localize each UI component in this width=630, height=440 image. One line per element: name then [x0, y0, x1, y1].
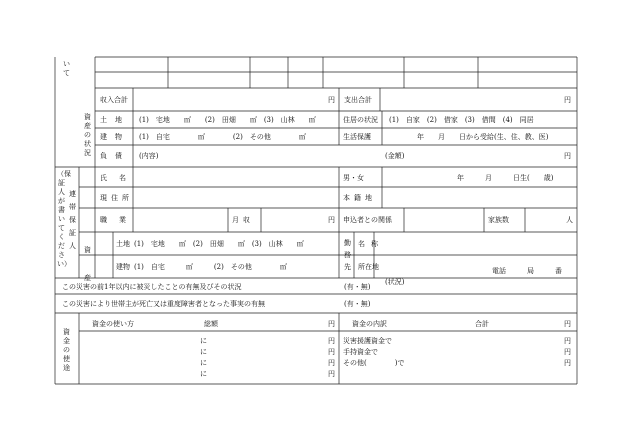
fund-row-2-unit: 円 — [328, 348, 335, 356]
fund-row-1-unit: 円 — [328, 337, 335, 345]
workplace-label: 勤務先 — [344, 239, 351, 271]
guarantor-birth: 年 月 日生( 歳) — [457, 174, 554, 182]
housing-options: (1) 自家 (2) 借家 (3) 借間 (4) 同居 — [389, 116, 534, 124]
disaster-q1: この災害の前1年以内に被災したことの有無及びその状況 — [62, 283, 242, 291]
guarantor-relation-label: 申込者との関係 — [343, 216, 392, 224]
guarantor-sex: 男・女 — [343, 174, 364, 182]
workplace-name-label: 名称 — [358, 240, 384, 248]
guarantor-family-label: 家族数 — [488, 216, 509, 224]
land-options: (1) 宅地 ㎡ (2) 田畑 ㎡ (3) 山林 ㎡ — [139, 116, 316, 124]
guarantor-family-unit: 人 — [566, 216, 573, 224]
fund-row-4-unit: 円 — [328, 370, 335, 378]
fund-item-1-unit: 円 — [564, 337, 571, 345]
land-label: 土地 — [100, 116, 130, 124]
debt-amount: (金額) — [385, 152, 405, 160]
top-section-label-fragment: いて — [63, 60, 70, 77]
guarantor-section-label: 連帯保証人 — [69, 190, 76, 250]
fund-row-3-unit: 円 — [328, 359, 335, 367]
fund-item-2: 手持資金で — [343, 348, 378, 356]
guarantor-land-label: 土地 — [116, 240, 130, 248]
disaster-q2: この災害により世帯主が死亡又は重度障害者となった事実の有無 — [62, 300, 265, 308]
debt-unit: 円 — [564, 152, 571, 160]
fund-use-section-label: 資金の使途 — [63, 328, 70, 372]
fund-item-3: その他( )で — [343, 359, 405, 367]
building-label: 建物 — [100, 133, 130, 141]
guarantor-asset-label: 資産 — [84, 246, 91, 282]
fund-total-unit: 円 — [328, 320, 335, 328]
fund-item-2-unit: 円 — [564, 348, 571, 356]
fund-sum-unit: 円 — [564, 320, 571, 328]
guarantor-domicile-label: 本籍地 — [343, 194, 376, 202]
asset-status-label: 資産の状況 — [84, 113, 91, 157]
debt-content: (内容) — [139, 152, 159, 160]
debt-label: 負債 — [100, 152, 130, 160]
fund-row-2-ni: に — [200, 348, 207, 356]
fund-sum-header: 合計 — [475, 320, 489, 328]
welfare-label: 生活保護 — [343, 133, 371, 141]
fund-row-3-ni: に — [200, 359, 207, 367]
guarantor-note-label: （保証人が書いてください） — [57, 170, 71, 268]
guarantor-land-options: (1) 宅地 ㎡ (2) 田畑 ㎡ (3) 山林 ㎡ — [134, 240, 304, 248]
workplace-address-label: 所在地 — [358, 263, 379, 271]
expense-total-label: 支出合計 — [344, 96, 372, 104]
disaster-a1: (有・無) — [344, 283, 371, 291]
income-total-label: 収入合計 — [100, 96, 128, 104]
disaster-a1-note: (状況) — [385, 278, 405, 286]
income-total-unit: 円 — [328, 96, 335, 104]
fund-item-1: 災害援護資金で — [343, 337, 392, 345]
welfare-value: 年 月 日から受給(生、住、教、医) — [417, 133, 549, 141]
housing-label: 住居の状況 — [343, 116, 378, 124]
workplace-phone: 電話 局 番 — [492, 267, 562, 275]
guarantor-address-label: 現住所 — [100, 194, 133, 202]
expense-total-unit: 円 — [564, 96, 571, 104]
fund-use-header: 資金の使い方 — [92, 320, 134, 328]
building-options: (1) 自宅 ㎡ (2) その他 ㎡ — [139, 133, 306, 141]
guarantor-building-options: (1) 自宅 ㎡ (2) その他 ㎡ — [134, 263, 287, 271]
disaster-a2: (有・無) — [344, 300, 371, 308]
fund-item-3-unit: 円 — [564, 359, 571, 367]
fund-row-4-ni: に — [200, 370, 207, 378]
fund-row-1-ni: に — [200, 337, 207, 345]
fund-total-header: 総額 — [204, 320, 218, 328]
fund-breakdown-header: 資金の内訳 — [352, 320, 387, 328]
guarantor-building-label: 建物 — [116, 263, 130, 271]
guarantor-income-unit: 円 — [328, 216, 335, 224]
guarantor-income-label: 月収 — [232, 216, 254, 224]
guarantor-name-label: 氏名 — [100, 174, 138, 182]
guarantor-occupation-label: 職業 — [100, 216, 138, 224]
